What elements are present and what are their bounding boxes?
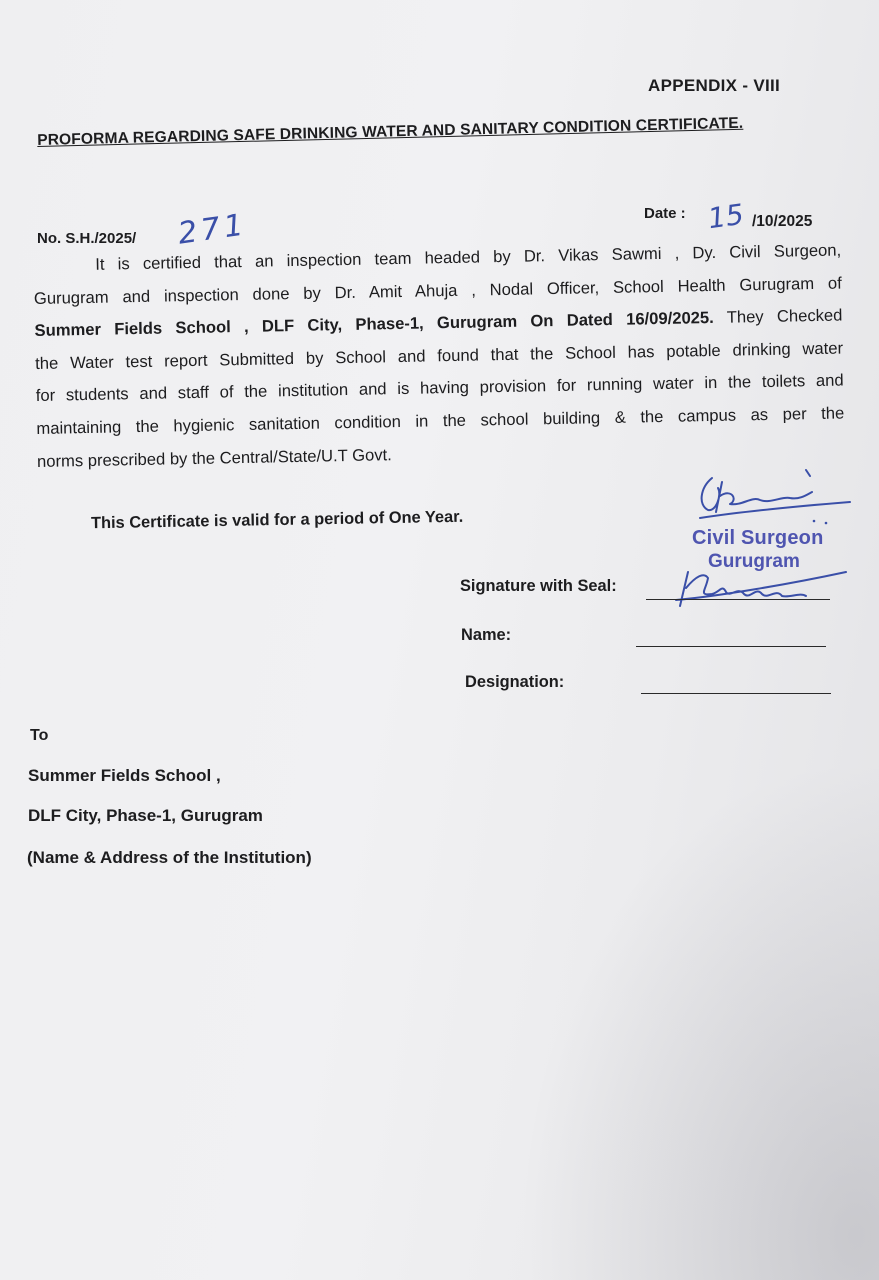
signature-line — [646, 599, 830, 600]
signature-label: Signature with Seal: — [460, 577, 617, 595]
validity-statement: This Certificate is valid for a period of One Year. — [90, 507, 464, 533]
handwritten-date-day: 15 — [705, 197, 746, 236]
recipient-name: Summer Fields School , — [28, 766, 221, 785]
date-label: Date : — [644, 205, 686, 222]
recipient-caption: (Name & Address of the Institution) — [27, 848, 312, 867]
body-line-rest: They Checked — [713, 305, 843, 328]
body-line: norms prescribed by the Central/State/U.T Govt. — [36, 444, 392, 471]
appendix-label: APPENDIX - VIII — [648, 76, 781, 95]
name-line — [636, 646, 826, 647]
reference-number-label: No. S.H./2025/ — [37, 230, 137, 247]
body-line: It is certified that an inspection team headed by Dr. Vikas Sawmi , Dy. Civil Surgeon, — [95, 240, 842, 274]
handwritten-reference-number: 271 — [175, 207, 250, 252]
designation-line — [641, 693, 831, 694]
certificate-title: PROFORMA REGARDING SAFE DRINKING WATER AND SANITARY CONDITION CERTIFICATE. — [37, 114, 744, 149]
body-line: for students and staff of the institution and is having provision for running water in the toilets and — [35, 370, 844, 406]
body-line: the Water test report Submitted by School and found that the School has potable drinking water — [34, 338, 844, 373]
designation-label: Designation: — [465, 673, 565, 691]
school-details-bold: Summer Fields School , DLF City, Phase-1, Gurugram On Dated 16/09/2025. — [34, 308, 714, 341]
recipient-address: DLF City, Phase-1, Gurugram — [28, 806, 263, 825]
seal-stamp-line1: Civil Surgeon — [692, 527, 824, 549]
body-line: Gurugram and inspection done by Dr. Amit Ahuja , Nodal Officer, School Health Gurugram of — [33, 273, 842, 308]
body-line: maintaining the hygienic sanitation condition in the school building & the campus as per the — [36, 403, 845, 438]
name-label: Name: — [461, 626, 512, 644]
date-value: /10/2025 — [752, 213, 813, 230]
signature-stroke-lower — [676, 572, 846, 606]
seal-stamp-line2: Gurugram — [708, 551, 800, 572]
signature-stroke-upper — [700, 470, 850, 518]
to-label: To — [30, 727, 49, 744]
